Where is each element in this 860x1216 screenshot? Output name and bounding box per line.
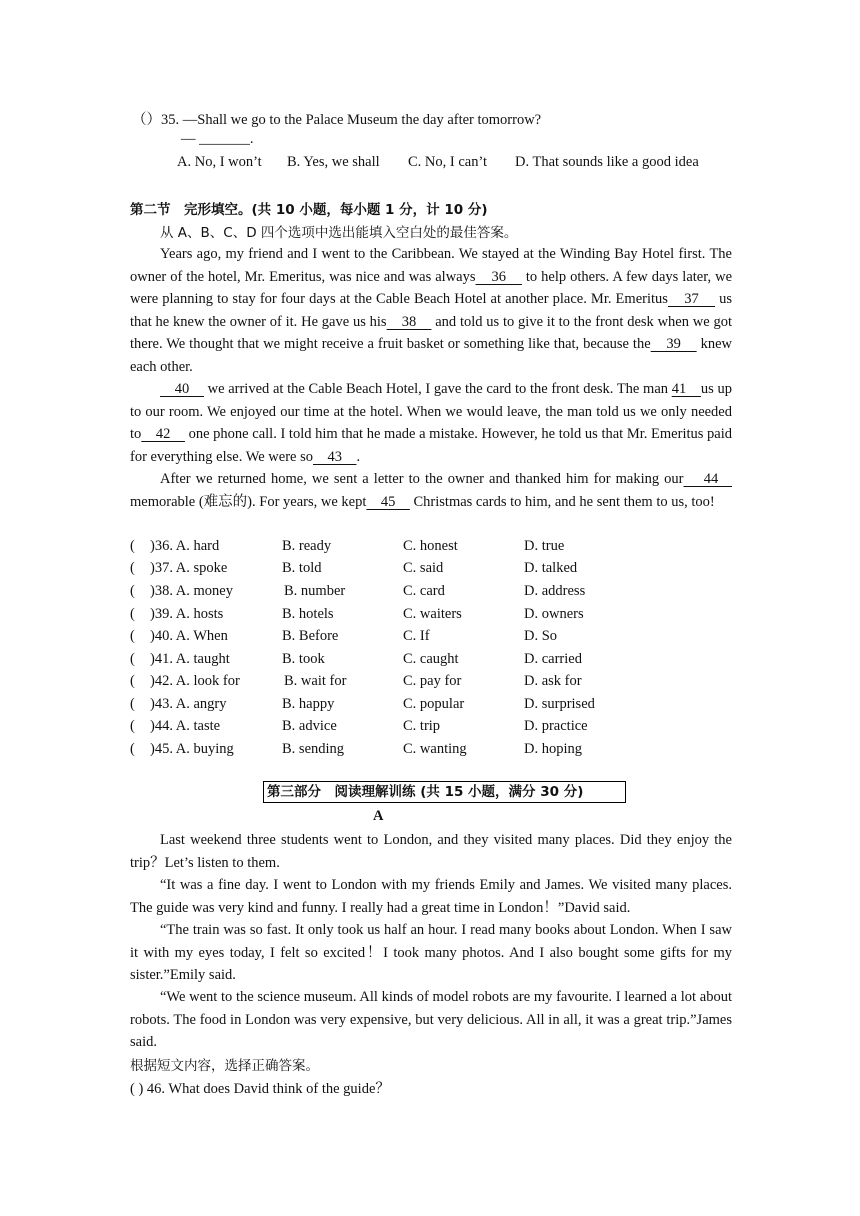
option-c: C. waiters [403,606,462,622]
option-b: B. advice [282,718,337,734]
option-b: B. sending [282,741,345,757]
option-d: D. surprised [524,696,595,712]
text: Christmas cards to him, and he sent them to us, too! [409,493,715,510]
option-b: B. Before [282,628,339,644]
option-c: C. card [403,583,445,599]
blank-44: 44 [683,471,733,487]
option-a: )36. A. hard [150,538,220,554]
text: us up to our room. We enjoyed our time at the hotel. When we would leave, the man told us we only needed to [130,381,732,442]
text: knew each other. [130,336,733,375]
option-b: B. hotels [282,606,334,622]
option-b: B. took [282,651,325,667]
blank-41: 41 [671,381,701,397]
option-d: D. address [524,583,586,599]
option-c: C. If [403,628,430,644]
answer-paren: ( [130,651,135,667]
option-d: D. hoping [524,741,582,757]
question-row-45 [130,738,750,760]
option-b: B. wait for [284,673,347,689]
question-row-36 [130,535,750,557]
reply-blank: _______. [199,131,254,147]
question-row-37 [130,557,750,579]
answer-paren: ( [130,583,135,599]
question-46: ( ) 46. What does David think of the guide？ [130,1081,390,1097]
question-row-39 [130,603,750,625]
option-c: C. wanting [403,741,467,757]
cloze-paragraph-3 [130,468,732,513]
blank-39: 39 [650,336,697,352]
option-c: C. honest [403,538,458,554]
question-35-option-b: B. Yes, we shall [287,154,380,170]
option-c: C. pay for [403,673,462,689]
blank-42: 42 [141,426,185,442]
option-d: D. owners [524,606,584,622]
option-b: B. ready [282,538,332,554]
answer-paren: ( [130,673,135,689]
answer-paren: ( [130,606,135,622]
answer-paren: ( [130,741,135,757]
text: After we returned home, we sent a letter to the owner and thanked him for making our [160,471,684,487]
question-row-42 [130,670,750,692]
option-c: C. popular [403,696,465,712]
option-d: D. ask for [524,673,582,689]
option-c: C. caught [403,651,459,667]
option-d: D. practice [524,718,588,734]
option-a: )41. A. taught [150,651,230,667]
section-2-heading: 第二节 完形填空。(共 10 小题，每小题 1 分，计 10 分) [130,202,488,218]
option-c: C. trip [403,718,441,734]
blank-38: 38 [386,313,432,330]
option-a: )39. A. hosts [150,606,224,622]
option-d: D. carried [524,651,582,667]
question-35-option-d: D. That sounds like a good idea [515,154,699,170]
reading-paragraph-1: Last weekend three students went to London, and they visited many places. Did they enjoy the trip？Let’s listen to them. [130,832,732,871]
question-35-reply [181,131,254,148]
option-d: D. So [524,628,558,644]
option-a: )42. A. look for [150,673,240,689]
option-b: B. told [282,560,322,576]
text: and told us to give it to the front desk when we got there. We thought that we might receive a fruit basket or something like that, because the [130,313,733,352]
blank-37: 37 [667,291,716,307]
section-2-instruction: 从 A、B、C、D 四个选项中选出能填入空白处的最佳答案。 [160,225,518,241]
text: us that he knew the owner of it. He gave us his [130,291,733,330]
option-d: D. true [524,538,565,554]
reading-paragraph-4: “We went to the science museum. All kinds of model robots are my favourite. I learned a lot about robots. The food in London was very expensive, but very delicious. All in all, it was a great trip.”James said. [130,989,732,1050]
option-b: B. number [284,583,346,599]
option-a: )44. A. taste [150,718,221,734]
answer-paren: ( [130,718,135,734]
option-a: )40. A. When [150,628,228,644]
question-row-43 [130,693,750,715]
option-a: )37. A. spoke [150,560,228,576]
option-a: )45. A. buying [150,741,234,757]
option-d: D. talked [524,560,578,576]
question-row-40 [130,625,750,647]
option-c: C. said [403,560,444,576]
option-a: )43. A. angry [150,696,227,712]
reading-paragraph-3: “The train was so fast. It only took us half an hour. I read many books about London. When I saw it with my eyes today, I felt so excited！I took many photos. And I also bought some gifts for my sister.”Emily said. [130,922,732,983]
reading-instruction: 根据短文内容，选择正确答案。 [130,1058,319,1074]
part-3-heading: 第三部分 阅读理解训练 (共 15 小题，满分 30 分) [263,781,626,803]
answer-paren: ( [130,696,135,712]
text: . [356,448,361,465]
option-b: B. happy [282,696,335,712]
blank-43: 43 [312,448,357,465]
text: we arrived at the Cable Beach Hotel, I gave the card to the front desk. The man [203,381,672,397]
question-35-stem: （）35. —Shall we go to the Palace Museum the day after tomorrow? [132,112,542,128]
passage-label: A [373,808,384,824]
blank-40: 40 [160,381,204,397]
question-row-44 [130,715,750,737]
text: memorable (难忘的). For years, we kept [130,493,367,510]
reading-paragraph-2: “It was a fine day. I went to London with my friends Emily and James. We visited many places. The guide was very kind and funny. I really had a great time in London！”David said. [130,877,732,916]
blank-36: 36 [475,268,522,285]
question-35-option-c: C. No, I can’t [408,154,488,170]
answer-paren: ( [130,538,135,554]
cloze-paragraph-1 [130,243,732,378]
option-a: )38. A. money [150,583,233,599]
text: to help others. A few days later, we were planning to stay for four days at the Cable Beach Hotel at another place. Mr. Emeritus [130,268,733,307]
question-row-41 [130,648,750,670]
question-35-option-a: A. No, I won’t [177,154,262,170]
cloze-paragraph-2 [130,378,732,468]
reply-dash: — [181,131,196,147]
text: one phone call. I told him that he made a mistake. However, he told us that Mr. Emeritus paid for everything else. We were so [130,426,732,465]
question-row-38 [130,580,750,602]
answer-paren: ( [130,560,135,576]
text: Years ago, my friend and I went to the Caribbean. We stayed at the Winding Bay Hotel first. The owner of the hotel, Mr. Emeritus, was nice and was always [130,246,732,285]
answer-paren: ( [130,628,135,644]
blank-45: 45 [366,493,410,510]
